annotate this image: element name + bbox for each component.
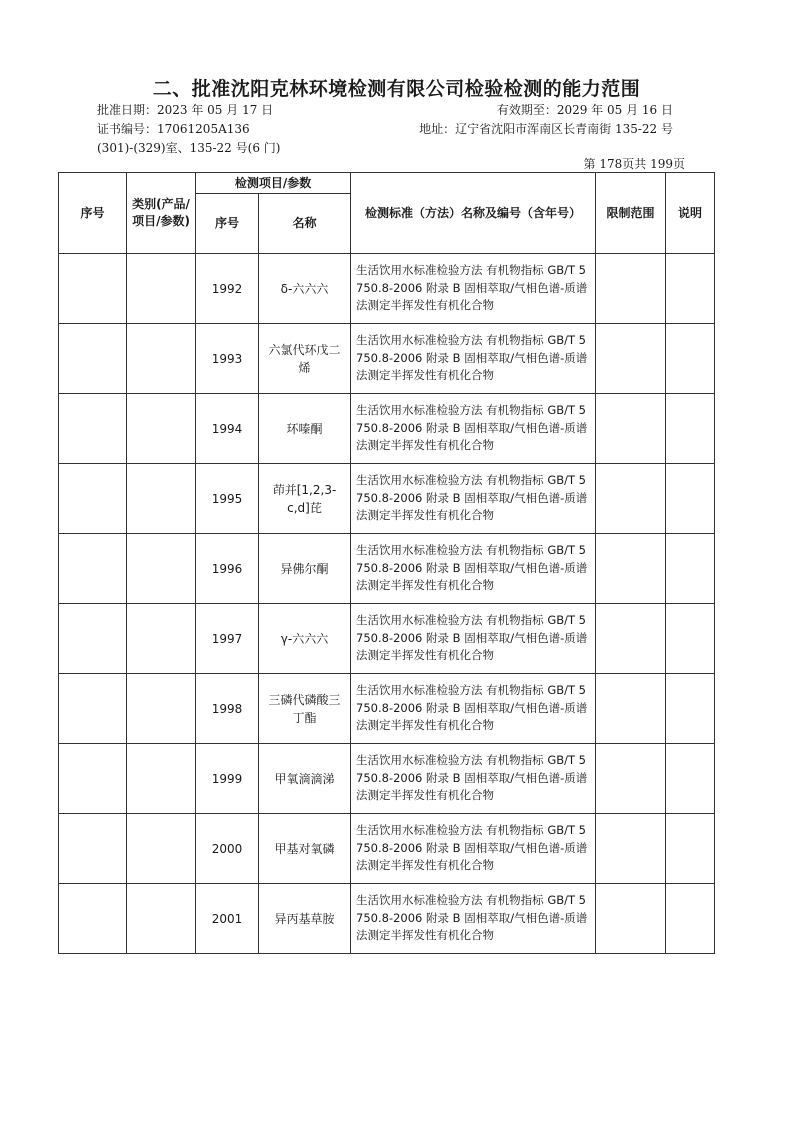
approval-date: 批准日期：2023 年 05 月 17 日: [97, 103, 274, 117]
header-note: 说明: [666, 173, 715, 254]
item-name: 甲基对氧磷: [259, 814, 351, 884]
note-cell: [666, 884, 715, 954]
table-row: [59, 884, 715, 954]
item-number: 1992: [196, 254, 259, 324]
item-standard: 生活饮用水标准检验方法 有机物指标 GB/T 5750.8-2006 附录 B 固相萃取/气相色谱-质谱法测定半挥发性有机化合物: [351, 394, 596, 464]
item-standard: 生活饮用水标准检验方法 有机物指标 GB/T 5750.8-2006 附录 B 固相萃取/气相色谱-质谱法测定半挥发性有机化合物: [351, 464, 596, 534]
item-name: 三磷代磷酸三丁酯: [259, 674, 351, 744]
item-name: 甲氧滴滴涕: [259, 744, 351, 814]
note-cell: [666, 814, 715, 884]
capability-table: [58, 172, 715, 954]
header-limit: 限制范围: [596, 173, 666, 254]
table-header-row: [59, 173, 715, 194]
note-cell: [666, 604, 715, 674]
table-row: [59, 324, 715, 394]
document-title: 二、批准沈阳克林环境检测有限公司检验检测的能力范围: [152, 78, 641, 100]
table-row: [59, 744, 715, 814]
item-number: 1994: [196, 394, 259, 464]
seq-cell: [59, 254, 127, 324]
certificate-number: 证书编号：17061205A136: [97, 122, 250, 136]
seq-cell: [59, 744, 127, 814]
header-standard: 检测标准（方法）名称及编号（含年号）: [351, 173, 596, 254]
table-row: [59, 464, 715, 534]
seq-cell: [59, 324, 127, 394]
item-number: 2000: [196, 814, 259, 884]
item-number: 1998: [196, 674, 259, 744]
header-items-group: 检测项目/参数: [196, 173, 351, 194]
note-cell: [666, 394, 715, 464]
item-standard: 生活饮用水标准检验方法 有机物指标 GB/T 5750.8-2006 附录 B 固相萃取/气相色谱-质谱法测定半挥发性有机化合物: [351, 744, 596, 814]
seq-cell: [59, 884, 127, 954]
seq-cell: [59, 674, 127, 744]
note-cell: [666, 674, 715, 744]
header-seq: 序号: [59, 173, 127, 254]
note-cell: [666, 744, 715, 814]
item-name: 异丙基草胺: [259, 884, 351, 954]
table-row: [59, 254, 715, 324]
item-name: 茚并[1,2,3-c,d]芘: [259, 464, 351, 534]
item-name: δ-六六六: [259, 254, 351, 324]
item-number: 1993: [196, 324, 259, 394]
category-cell: [127, 464, 196, 534]
table-row: [59, 604, 715, 674]
limit-cell: [596, 884, 666, 954]
page-number: 第 178页共 199页: [583, 157, 685, 171]
item-name: 异佛尔酮: [259, 534, 351, 604]
category-cell: [127, 814, 196, 884]
item-standard: 生活饮用水标准检验方法 有机物指标 GB/T 5750.8-2006 附录 B 固相萃取/气相色谱-质谱法测定半挥发性有机化合物: [351, 884, 596, 954]
category-cell: [127, 604, 196, 674]
limit-cell: [596, 464, 666, 534]
item-number: 1996: [196, 534, 259, 604]
limit-cell: [596, 394, 666, 464]
seq-cell: [59, 534, 127, 604]
category-cell: [127, 884, 196, 954]
header-category: 类别(产品/项目/参数): [127, 173, 196, 254]
limit-cell: [596, 814, 666, 884]
note-cell: [666, 534, 715, 604]
address-continued: (301)-(329)室、135-22 号(6 门): [97, 141, 281, 155]
item-number: 1997: [196, 604, 259, 674]
item-standard: 生活饮用水标准检验方法 有机物指标 GB/T 5750.8-2006 附录 B 固相萃取/气相色谱-质谱法测定半挥发性有机化合物: [351, 254, 596, 324]
item-standard: 生活饮用水标准检验方法 有机物指标 GB/T 5750.8-2006 附录 B 固相萃取/气相色谱-质谱法测定半挥发性有机化合物: [351, 604, 596, 674]
limit-cell: [596, 674, 666, 744]
item-standard: 生活饮用水标准检验方法 有机物指标 GB/T 5750.8-2006 附录 B 固相萃取/气相色谱-质谱法测定半挥发性有机化合物: [351, 534, 596, 604]
table-row: [59, 674, 715, 744]
note-cell: [666, 464, 715, 534]
category-cell: [127, 394, 196, 464]
table-row: [59, 534, 715, 604]
limit-cell: [596, 534, 666, 604]
item-number: 1999: [196, 744, 259, 814]
seq-cell: [59, 814, 127, 884]
address: 地址：辽宁省沈阳市浑南区长青南街 135-22 号: [419, 122, 673, 136]
limit-cell: [596, 604, 666, 674]
item-name: 环嗪酮: [259, 394, 351, 464]
seq-cell: [59, 464, 127, 534]
table-row: [59, 394, 715, 464]
limit-cell: [596, 254, 666, 324]
item-name: γ-六六六: [259, 604, 351, 674]
seq-cell: [59, 604, 127, 674]
item-name: 六氯代环戊二烯: [259, 324, 351, 394]
table-row: [59, 814, 715, 884]
limit-cell: [596, 744, 666, 814]
item-standard: 生活饮用水标准检验方法 有机物指标 GB/T 5750.8-2006 附录 B 固相萃取/气相色谱-质谱法测定半挥发性有机化合物: [351, 674, 596, 744]
category-cell: [127, 744, 196, 814]
seq-cell: [59, 394, 127, 464]
limit-cell: [596, 324, 666, 394]
category-cell: [127, 674, 196, 744]
item-number: 1995: [196, 464, 259, 534]
note-cell: [666, 324, 715, 394]
item-number: 2001: [196, 884, 259, 954]
item-standard: 生活饮用水标准检验方法 有机物指标 GB/T 5750.8-2006 附录 B 固相萃取/气相色谱-质谱法测定半挥发性有机化合物: [351, 814, 596, 884]
note-cell: [666, 254, 715, 324]
valid-until: 有效期至：2029 年 05 月 16 日: [496, 103, 673, 117]
header-item-no: 序号: [196, 194, 259, 254]
header-item-name: 名称: [259, 194, 351, 254]
category-cell: [127, 324, 196, 394]
category-cell: [127, 534, 196, 604]
item-standard: 生活饮用水标准检验方法 有机物指标 GB/T 5750.8-2006 附录 B 固相萃取/气相色谱-质谱法测定半挥发性有机化合物: [351, 324, 596, 394]
category-cell: [127, 254, 196, 324]
